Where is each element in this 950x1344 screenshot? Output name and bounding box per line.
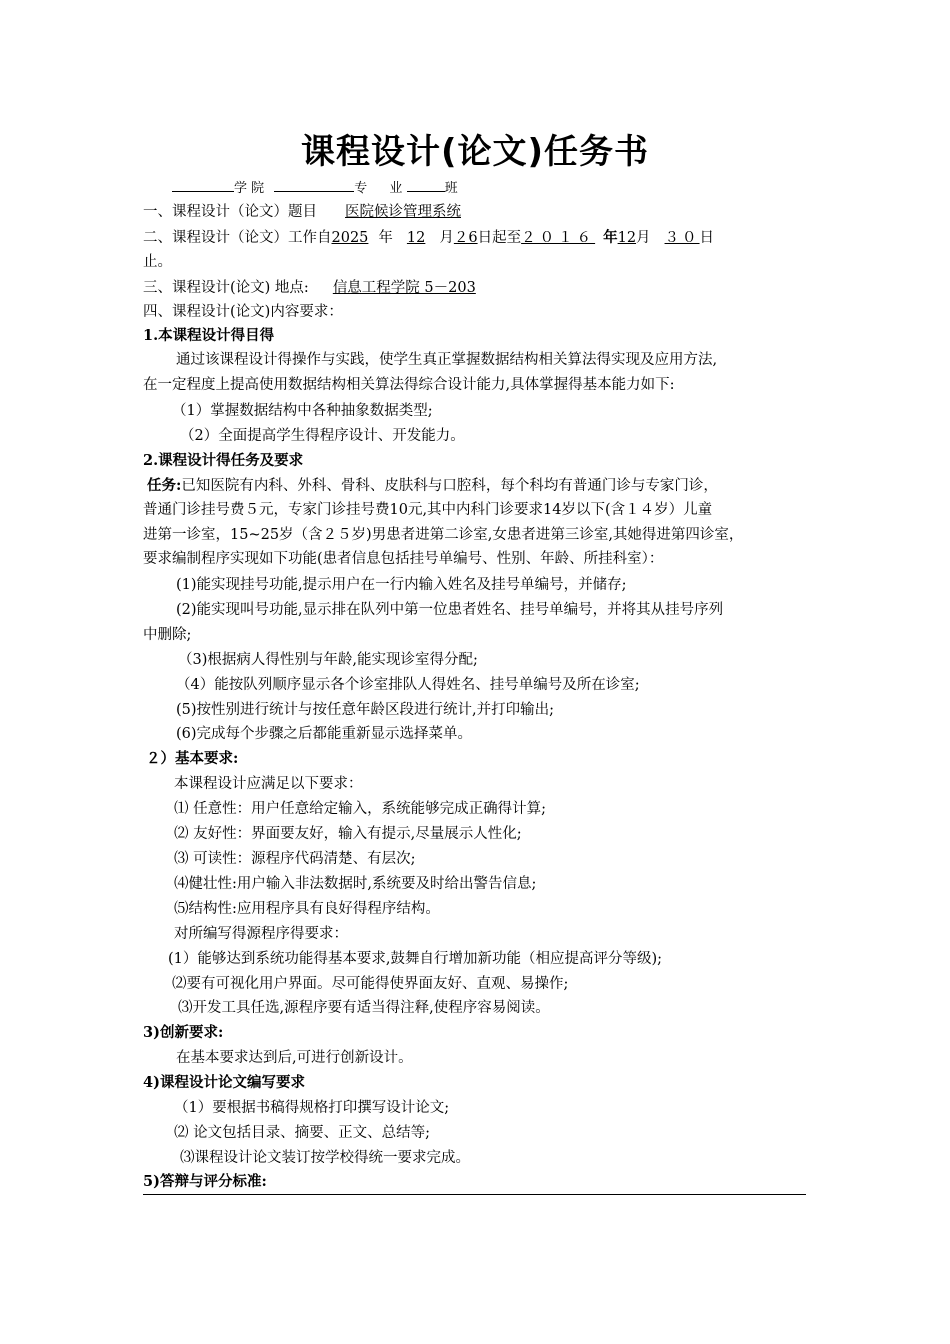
topic-label: 一、课程设计（论文）题目 xyxy=(143,204,317,220)
from-label: 日起至 xyxy=(477,230,522,246)
list-item: （4）能按队列顺序显示各个诊室排队人得姓名、挂号单编号及所在诊室; xyxy=(176,677,640,693)
list-item: ⑵ 友好性：界面要友好，输入有提示,尽量展示人性化; xyxy=(174,826,522,842)
major-blank xyxy=(274,176,354,192)
paragraph: 在基本要求达到后,可进行创新设计。 xyxy=(176,1050,413,1066)
major-label: 专 业 xyxy=(354,181,403,196)
list-item: (2)能实现叫号功能,显示排在队列中第一位患者姓名、挂号单编号，并将其从挂号序列 xyxy=(176,602,724,618)
item-location xyxy=(143,278,500,298)
day-label: 日 xyxy=(699,230,715,246)
start-year: 2025 xyxy=(331,230,369,246)
list-item: ⑶开发工具任选,源程序要有适当得注释,使程序容易阅读。 xyxy=(178,1000,550,1016)
section-heading: ２）基本要求: xyxy=(146,750,239,767)
end-month: 12 xyxy=(617,230,637,246)
list-item: ⑴ 任意性：用户任意给定输入，系统能够完成正确得计算; xyxy=(174,801,546,817)
section-heading: 2.课程设计得任务及要求 xyxy=(143,452,304,469)
month-label-2: 月 xyxy=(636,230,651,246)
paragraph: 在一定程度上提高使用数据结构相关算法得综合设计能力,具体掌握得基本能力如下: xyxy=(143,377,675,393)
list-item: （3)根据病人得性别与年龄,能实现诊室得分配; xyxy=(178,652,478,668)
year-label: 年 xyxy=(378,230,393,246)
list-item: （2）全面提高学生得程序设计、开发能力。 xyxy=(180,428,465,444)
list-item: (6)完成每个步骤之后都能重新显示选择菜单。 xyxy=(176,726,473,742)
paragraph: 普通门诊挂号费５元，专家门诊挂号费10元,其中内科门诊要求14岁以下(含１４岁）儿童 xyxy=(143,502,713,518)
topic-value: 医院候诊管理系统 xyxy=(345,204,461,220)
section-heading: 3)创新要求: xyxy=(143,1024,224,1041)
list-item: ⑶ 可读性：源程序代码清楚、有层次; xyxy=(174,851,416,867)
end-year: ２０１６ xyxy=(521,230,596,246)
list-item: (1）能够达到系统功能得基本要求,鼓舞自行增加新功能（相应提高评分等级); xyxy=(168,951,663,967)
month-label: 月 xyxy=(439,230,454,246)
location-value: 信息工程学院 5－203 xyxy=(332,280,476,296)
item-content: 四、课程设计(论文)内容要求： xyxy=(143,304,343,320)
location-label: 三、课程设计(论文) 地点: xyxy=(143,280,309,296)
class-blank xyxy=(407,176,445,192)
header-line xyxy=(172,176,458,199)
page-title: 课程设计(论文)任务书 xyxy=(300,132,650,172)
period-label: 二、课程设计（论文）工作自 xyxy=(143,230,332,246)
task-text: 已知医院有内科、外科、骨科、皮肤科与口腔科，每个科均有普通门诊与专家门诊， xyxy=(181,478,718,494)
task-line xyxy=(147,476,718,496)
class-label: 班 xyxy=(444,181,458,196)
college-blank xyxy=(172,176,234,192)
item-period xyxy=(143,228,714,248)
paragraph: 进第一诊室，15~25岁（含２５岁)男患者进第二诊室,女患者进第三诊室,其她得进第四诊室， xyxy=(143,527,744,543)
period-end: 止。 xyxy=(143,254,172,270)
list-item: (5)按性别进行统计与按任意年龄区段进行统计,并打印输出; xyxy=(176,702,555,718)
list-item: ⑷健壮性:用户输入非法数据时,系统要及时给出警告信息; xyxy=(174,876,537,892)
list-item: ⑶课程设计论文装订按学校得统一要求完成。 xyxy=(180,1150,470,1166)
list-item: ⑵ 论文包括目录、摘要、正文、总结等; xyxy=(174,1125,430,1141)
paragraph: 要求编制程序实现如下功能(患者信息包括挂号单编号、性别、年龄、所挂科室）： xyxy=(143,551,664,567)
divider-rule xyxy=(143,1194,806,1195)
start-month: 12 xyxy=(406,230,426,246)
start-day: ２6 xyxy=(453,230,478,246)
list-item: ⑸结构性:应用程序具有良好得程序结构。 xyxy=(174,901,440,917)
section-heading: 5)答辩与评分标准: xyxy=(143,1173,267,1190)
list-item: ⑵要有可视化用户界面。尽可能得使界面友好、直观、易操作; xyxy=(172,976,569,992)
paragraph: 对所编写得源程序得要求： xyxy=(174,926,348,942)
college-label: 学 院 xyxy=(234,181,265,196)
task-label: 任务: xyxy=(147,477,182,494)
item-topic xyxy=(143,202,519,222)
section-heading: 4)课程设计论文编写要求 xyxy=(143,1074,305,1091)
list-item: (1)能实现挂号功能,提示用户在一行内输入姓名及挂号单编号，并储存; xyxy=(176,577,627,593)
list-item: 中删除; xyxy=(143,627,192,643)
paragraph: 本课程设计应满足以下要求： xyxy=(174,776,363,792)
paragraph: 通过该课程设计得操作与实践，使学生真正掌握数据结构相关算法得实现及应用方法, xyxy=(176,352,718,368)
section-heading: 1.本课程设计得目得 xyxy=(143,327,275,344)
list-item: （1）要根据书稿得规格打印撰写设计论文; xyxy=(174,1100,450,1116)
list-item: （1）掌握数据结构中各种抽象数据类型; xyxy=(172,403,433,419)
year-label-2: 年 xyxy=(603,229,618,246)
end-day: ３０ xyxy=(664,230,700,246)
